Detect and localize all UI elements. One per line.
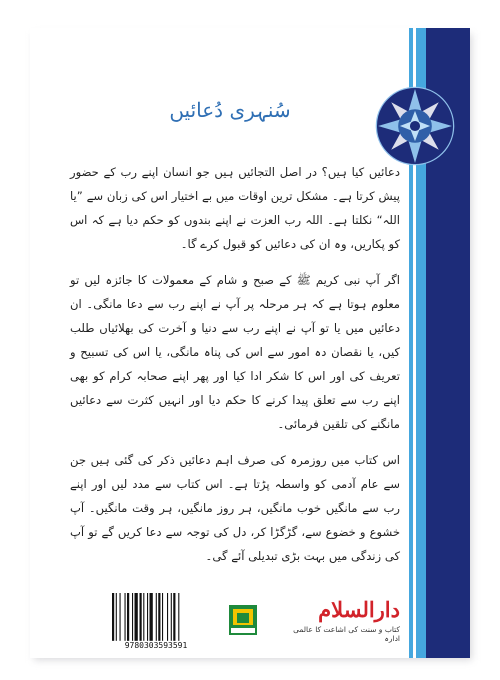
medallion-ornament-icon [373, 84, 457, 168]
book-title: سُنہری دُعائیں [169, 98, 291, 122]
barcode-icon [110, 593, 202, 643]
bookmark-logo-icon [228, 604, 258, 636]
paragraph-2: اگر آپ نبی کریم ﷺ کے صبح و شام کے معمولات کا جائزہ لیں تو معلوم ہوتا ہے کہ ہر مرحلہ پر آپ نے اپنے رب سے دعا مانگی۔ ان دعائیں میں یا تو آپ نے اپنے رب سے دنیا و آخرت کی بھلائیاں طلب کیں، یا نقصان دہ امور سے اس کی پناہ مانگی، یا اس کی تسبیح و تعریف کی اور اس کا شکر ادا کیا اور پھر اپنے صحابہ کرام کو بھی اپنے رب سے تعلق پیدا کرنے کا حکم دیا اور انہیں کثرت سے دعائیں مانگنے کی تلقین فرمائی۔ [70, 273, 400, 431]
barcode-number: 9780303593591 [124, 641, 188, 650]
description-text [70, 160, 400, 580]
paragraph-3: اس کتاب میں روزمرہ کی صرف اہم دعائیں ذکر کی گئی ہیں جن سے عام آدمی کو واسطہ پڑتا ہے۔ اس کتاب سے مدد لیں اور اپنے رب سے مانگیں خوب مانگیں، ہر روز مانگیں، ہر وقت مانگیں۔ آپ خشوع و خضوع سے، گڑگڑا کر، دل کی توجہ سے دعا کریں گے تو آپ کی زندگی میں بہت بڑی تبدیلی آئے گی۔ [70, 453, 400, 563]
publisher-name: دارالسلام [318, 597, 400, 622]
paragraph-1: دعائیں کیا ہیں؟ در اصل التجائیں ہیں جو انسان اپنے رب کے حضور پیش کرتا ہے۔ مشکل ترین اوقات میں بے اختیار اس کی زبان سے ”یا اللہ“ نکلتا ہے۔ اللہ رب العزت نے اپنے بندوں کو حکم دیا ہے کہ اس کو پکاریں، وہ ان کی دعائیں کو قبول کرے گا۔ [70, 165, 400, 251]
publisher-tagline: کتاب و سنت کی اشاعت کا عالمی ادارہ [293, 625, 400, 643]
book-back-cover [30, 28, 470, 658]
publisher-block [288, 597, 400, 643]
